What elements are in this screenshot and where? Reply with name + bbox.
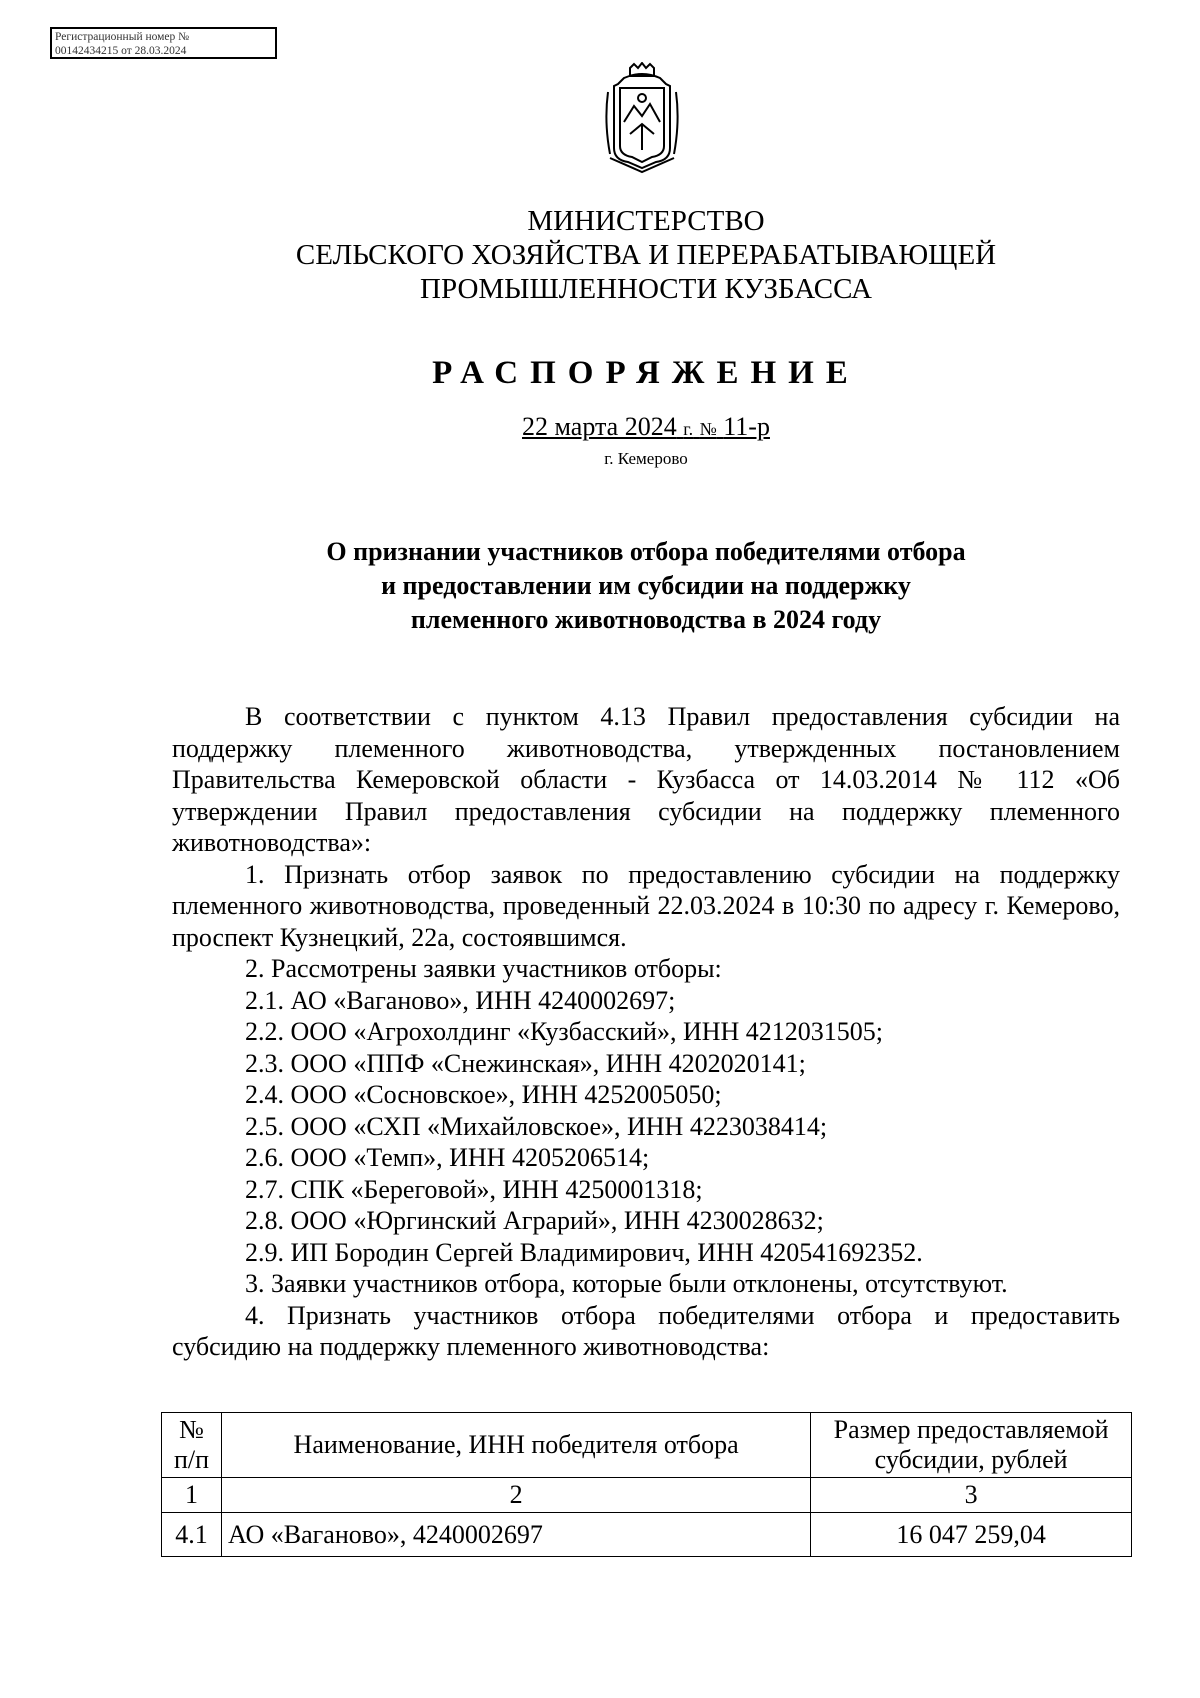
year-abbr: г. — [683, 419, 694, 439]
header-amount-line-2: субсидии, рублей — [874, 1445, 1068, 1474]
paragraph-3: 3. Заявки участников отбора, которые были отклонены, отсутствуют. — [245, 1269, 1008, 1298]
document-number: 11-р — [723, 412, 770, 441]
column-number: 2 — [221, 1478, 810, 1513]
applicant-item: 2.6. ООО «Темп», ИНН 4205206514; — [245, 1143, 650, 1172]
applicant-item: 2.9. ИП Бородин Сергей Владимирович, ИНН 420541692352. — [245, 1237, 923, 1267]
table-row — [162, 1513, 1132, 1557]
ministry-name — [0, 204, 1200, 306]
applicant-item: 2.8. ООО «Юргинский Аграрий», ИНН 4230028632; — [245, 1206, 824, 1235]
registration-stamp — [50, 27, 277, 59]
column-number: 3 — [811, 1478, 1132, 1513]
row-num: 4.1 — [162, 1513, 222, 1557]
heading-line-3: племенного животноводства в 2024 году — [410, 605, 882, 634]
paragraph-4: 4. Признать участников отбора победителями отбора и предоставить субсидию на поддержку племенного животноводства: — [172, 1300, 1120, 1361]
applicant-item: 2.2. ООО «Агрохолдинг «Кузбасский», ИНН 4212031505; — [245, 1017, 884, 1046]
number-sign: № — [699, 419, 717, 439]
winners-table — [161, 1412, 1132, 1557]
document-heading — [0, 535, 1200, 637]
paragraph-2: 2. Рассмотрены заявки участников отборы: — [245, 954, 722, 983]
table-header-row — [162, 1413, 1132, 1478]
document-type: РАСПОРЯЖЕНИЕ — [432, 355, 860, 391]
coat-of-arms-icon — [600, 62, 684, 174]
document-date: 22 марта 2024 — [522, 412, 677, 441]
ministry-line-3: ПРОМЫШЛЕННОСТИ КУЗБАССА — [420, 273, 872, 305]
applicant-item: 2.5. ООО «СХП «Михайловское», ИНН 4223038414; — [245, 1111, 828, 1141]
header-num-line-1: № — [179, 1415, 204, 1444]
date-and-number — [0, 412, 1200, 442]
preamble: В соответствии с пунктом 4.13 Правил предоставления субсидии на поддержку племенного животноводства, утвержденных постановлением Правительства Кемеровской области - Кузбасса от 14.03.2014 № 112 «Об утверждении Правил предоставления субсидии на поддержку племенного животноводства»: — [172, 702, 1120, 857]
column-number: 1 — [162, 1478, 222, 1513]
header-amount-line-1: Размер предоставляемой — [833, 1415, 1109, 1444]
row-amount: 16 047 259,04 — [811, 1513, 1132, 1557]
applicant-item: 2.1. АО «Ваганово», ИНН 4240002697; — [245, 985, 676, 1015]
header-amount — [811, 1413, 1132, 1478]
applicant-item: 2.3. ООО «ППФ «Снежинская», ИНН 4202020141; — [245, 1048, 806, 1078]
heading-line-1: О признании участников отбора победителями отбора — [326, 537, 966, 566]
header-num — [162, 1413, 222, 1478]
heading-line-2: и предоставлении им субсидии на поддержку — [381, 571, 911, 600]
city: г. Кемерово — [604, 449, 688, 468]
column-number-row — [162, 1478, 1132, 1513]
ministry-line-2: СЕЛЬСКОГО ХОЗЯЙСТВА И ПЕРЕРАБАТЫВАЮЩЕЙ — [295, 239, 997, 271]
ministry-line-1: МИНИСТЕРСТВО — [527, 205, 765, 237]
registration-line-2: 00142434215 от 28.03.2024 — [55, 45, 187, 57]
registration-line-1: Регистрационный номер № — [55, 31, 190, 43]
paragraph-1: 1. Признать отбор заявок по предоставлению субсидии на поддержку племенного животноводства, проведенный 22.03.2024 в 10:30 по адресу г. Кемерово, проспект Кузнецкий, 22а, состоявшимся. — [172, 859, 1120, 952]
applicant-item: 2.7. СПК «Береговой», ИНН 4250001318; — [245, 1174, 703, 1204]
header-name: Наименование, ИНН победителя отбора — [221, 1413, 810, 1478]
header-num-line-2: п/п — [173, 1445, 210, 1474]
row-name: АО «Ваганово», 4240002697 — [221, 1513, 810, 1557]
applicant-item: 2.4. ООО «Сосновское», ИНН 4252005050; — [245, 1080, 722, 1109]
document-body — [172, 701, 1120, 1363]
